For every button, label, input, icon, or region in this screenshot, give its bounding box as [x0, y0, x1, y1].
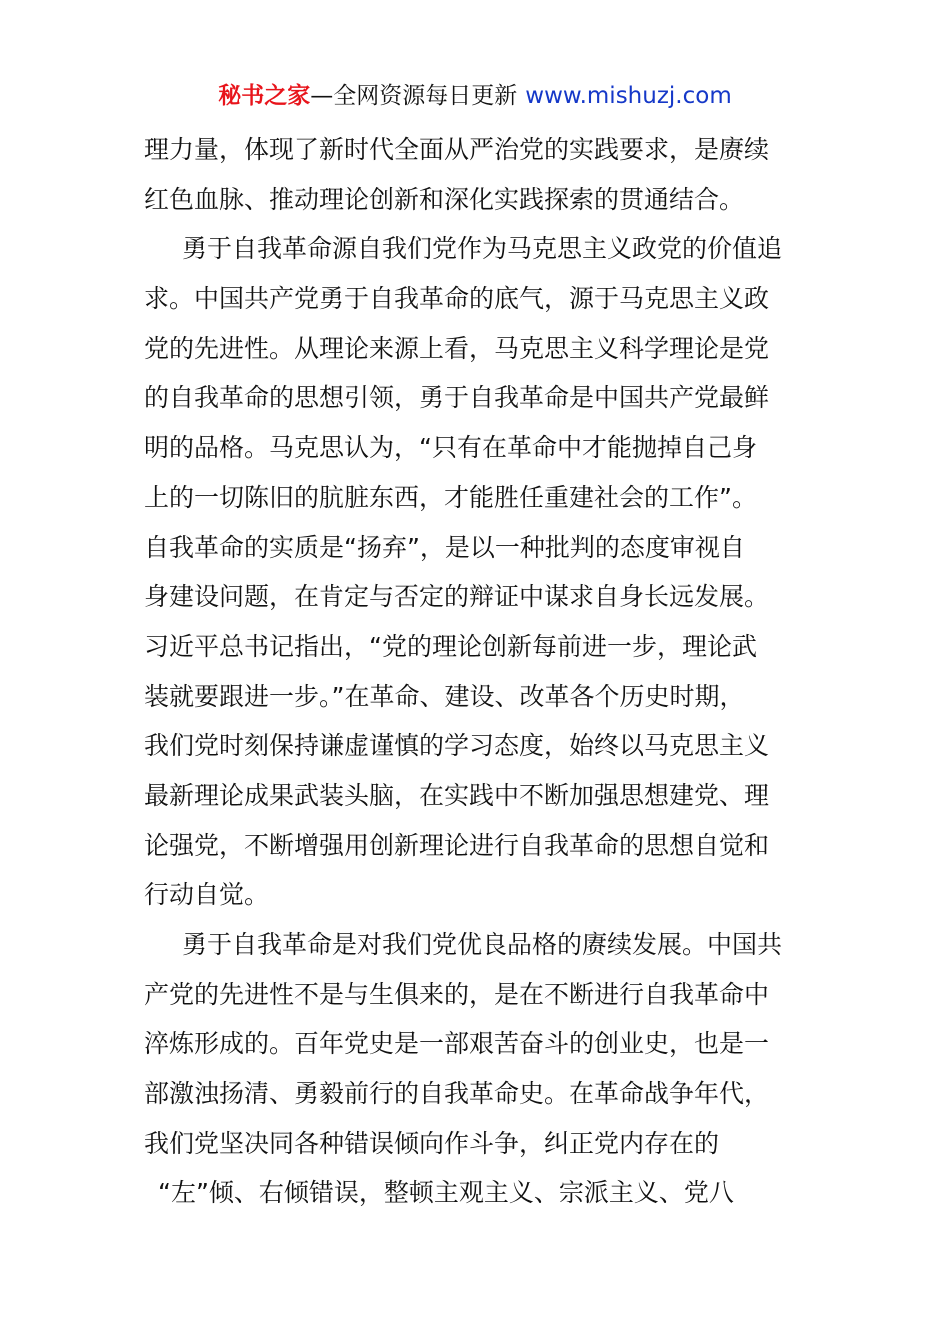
text-line: 自我革命的实质是“扬弃”，是以一种批判的态度审视自 — [144, 532, 745, 562]
text-line: 求。中国共产党勇于自我革命的底气，源于马克思主义政 — [144, 284, 770, 314]
text-line: 装就要跟进一步。”在革命、建设、改革各个历史时期， — [144, 681, 745, 711]
page-header — [0, 80, 950, 112]
text-line: 明的品格。马克思认为，“只有在革命中才能抛掉自己身 — [144, 433, 757, 463]
paragraph-start-line: 勇于自我革命是对我们党优良品格的赓续发展。中国共 — [182, 930, 783, 959]
text-line: 红色血脉、推动理论创新和深化实践探索的贯通结合。 — [144, 184, 745, 214]
text-line: 最新理论成果武装头脑，在实践中不断加强思想建党、理 — [144, 780, 770, 810]
text-line: “左”倾、右倾错误，整顿主观主义、宗派主义、党八 — [158, 1178, 734, 1208]
text-line: 部激浊扬清、勇毅前行的自我革命史。在革命战争年代， — [144, 1079, 770, 1109]
text-line: 我们党坚决同各种错误倾向作斗争，纠正党内存在的 — [144, 1128, 720, 1158]
text-line: 上的一切陈旧的肮脏东西，才能胜任重建社会的工作”。 — [144, 482, 757, 512]
brand-name: 秘书之家 — [218, 83, 311, 109]
text-line: 理力量，体现了新时代全面从严治党的实践要求，是赓续 — [144, 135, 770, 164]
text-line: 行动自觉。 — [144, 880, 270, 910]
text-line: 身建设问题，在肯定与否定的辩证中谋求自身长远发展。 — [144, 582, 770, 612]
text-line: 习近平总书记指出，“党的理论创新每前进一步，理论武 — [144, 631, 757, 661]
site-url-link[interactable]: www.mishuzj.com — [525, 83, 732, 109]
header-tagline: —全网资源每日更新 — [310, 83, 518, 109]
text-line: 论强党，不断增强用创新理论进行自我革命的思想自觉和 — [144, 830, 770, 860]
text-line: 我们党时刻保持谦虚谨慎的学习态度，始终以马克思主义 — [144, 731, 770, 761]
text-line: 产党的先进性不是与生俱来的，是在不断进行自我革命中 — [144, 979, 770, 1009]
paragraph-start-line: 勇于自我革命源自我们党作为马克思主义政党的价值追 — [182, 234, 783, 264]
document-body — [144, 125, 804, 1218]
text-line: 党的先进性。从理论来源上看，马克思主义科学理论是党 — [144, 333, 770, 363]
text-line: 淬炼形成的。百年党史是一部艰苦奋斗的创业史，也是一 — [144, 1029, 770, 1059]
text-line: 的自我革命的思想引领，勇于自我革命是中国共产党最鲜 — [144, 383, 770, 413]
